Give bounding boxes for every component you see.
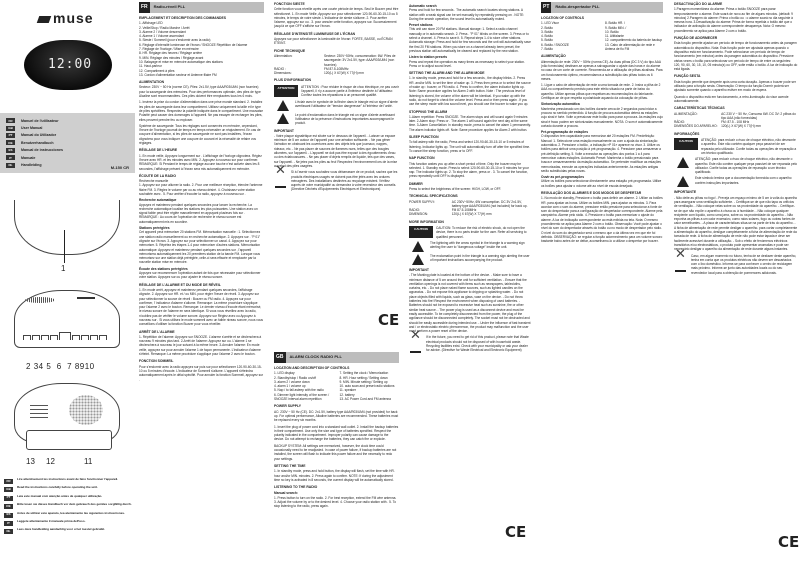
crossed-bin-icon — [274, 170, 288, 188]
section-title: Radio-réveil PLL — [153, 4, 186, 10]
caution-label-icon: CAUTION — [674, 138, 698, 150]
heading: TECHNICAL SPECIFICATIONS — [409, 194, 458, 199]
weee-notice: ✕ Caso, em algum momento no futuro, tenha de se desfazer deste aparelho, tenha em conta que os produtos eléctricos não devem ser descartados com o lixo doméstico. Informe-se para conhecer o centro de reciclagem mais próximo. Informe-se junto das autoridades locais ou do seu revendedor local para a obtenção de pormenores adicionais. — [674, 254, 798, 275]
exclamation-warning: Este símbolo lembra que a documentação fornecida com o aparelho contém instruções importantes. — [674, 176, 798, 187]
paragraph: This unit can store 20 FM stations. Manual storage: 1. Select a radio channel manually or in automatic search. 2. Press . "P 01" blinks on the screen. 3. Press or to select a channel. 4. Press to save it. 5. Repeat steps 1-4 to store other stations. Automatic storage: Press and hold for few seconds and the unit will automatically save the first 20 FM stations. When you store on a channel already been preset, the previous station will automatically be cleared and replaced by the new station. — [409, 27, 531, 53]
warning-lightning-icon — [277, 100, 289, 111]
paragraph: Pour s'endormir avec la radio appuyez sur puis sur pour sélectionner 120-90-60-30-15-10 ou 5 minutes d'écoute. L'indicateur de Sommeil s'allume. L'appareil s'éteindra automatiquement après le délai spécifié. Pour annuler la fonction Sommeil, appuyez sur . — [139, 364, 264, 382]
heading: DESACTIVAÇÃO DO ALARME — [674, 2, 723, 6]
gb-section — [274, 352, 399, 509]
paragraph: - Não deite as pilhas no fogo! - Preveja um espaço mínimo de 5 cm à volta do aparelho para assegurar uma ventilação suficiente. - Certifique-se de que não tapa os orifícios de ventilação. - Não coloque velas sobre ou na proximidade do aparelho. - Certifique-se de que não expõe o aparelho à chuva ou à humidade. - Não coloque qualquer recipiente com líquido, como uma jarra, sobre ou na proximidade do aparelho. - Não exponha as pilhas a um calor excessivo, como raios solares, fogo ou outras fontes de calor semelhantes. - A placa de características situa-se na parte de trás do aparelho. - A ficha de alimentação de rede permite desligar o aparelho. para cortar completamente a alimentação do aparelho, desligue completamente a ficha de alimentação de rede da tomada de rede. A ficha de alimentação de rede não pode estar tapada e deve ser facilmente acessível durante a utilização. - Sob o efeito de fenómenos eléctricos transitórios e/ou electrostáticos, o produto pode apresentar anomalias e pode ser necessário desligar o aparelho da alimentação de rede durante alguns instantes. — [674, 195, 798, 252]
instruction-item: GB Read the instructions carefully before operating the unit. — [4, 486, 132, 492]
exclamation-warning: The exclamation point in the triangle is a warning sign alerting the user of important instructions accompanying the product. — [409, 254, 531, 265]
slot-icon — [77, 297, 95, 299]
heading: FONCTION SIESTE — [274, 2, 305, 6]
subheading: Écoute des stations préréglées — [139, 266, 188, 271]
flag-icon: IT — [6, 155, 15, 160]
subheading: Sintonização automática — [541, 102, 580, 107]
paragraph: Utilize os botões para seleccionar directamente uma estação pré-programada. Utilize os botões para ajustar o volume até ao nível de escuta desejado. — [541, 179, 662, 188]
crossed-bin-icon — [409, 335, 423, 353]
language-label: Manuel de l'utilisateur — [21, 118, 59, 123]
heading: LOCATION AND DESCRIPTION OF CONTROLS — [274, 366, 350, 370]
controls-list: 1. LED display 2. Standby/stop / Radio on/off 3. alarm 2 / volume down 4. alarm 1 / volume up 5. Nap / to fall asleep with the radio 6. Dimmer light intensity of the screen / SNOOZE interval alarm repetition 7. Setting the clock / Memorization 8. HR. Hour setting / Setting down 9. MIN. Minute setting / Setting up 10. auto scan and preset radio stations 11. speaker 12. battery 13. AC Power Cord and FM antenna — [274, 371, 395, 402]
language-label: Manual de instrucciones — [21, 148, 63, 153]
paragraph: 1. No modo de standby, Pressione o botão para definir um alarme. 2. Utilize os botões HR. para ajustar as horas. Utilize os botões MIN. para ajustar os minutos. 3. Para acordar com o som do alarme, pressione então pressione para seleccionar a fonte de som do despertador para a configuração de despertador correspondente. Alarme pela campainha. Alarme pelo rádio. 4. Pressione o botão para memorizar o ajuste do alarme. A luz de indicação correspondente ao está exibida na tela. Nota: O mesmo procedimento se aplica para Alarme 2 com o botão. Observação: Você pode ajustar o nível do som do despertador através do botão ou no modo de despertador pelo rádio. O nível do som do despertador será o mesmo que o da última vez em que ele foi definido. OBSERVAÇÃO: se regular a função adormecimento para um volume sonoro bastante baixo antes de se deitar, aconselhamo-lo a utilizar o despertar por buzzer. — [541, 196, 663, 244]
vent-icon — [30, 405, 48, 419]
flag-icon: NL — [4, 529, 13, 534]
callout-number: 1 — [61, 264, 66, 273]
flag-icon: DE — [6, 140, 15, 145]
ce-mark-icon: CE — [505, 523, 527, 541]
heading: RÉGLAGE DE L'ALARME ET DU MODE DE RÉVEIL — [139, 282, 221, 287]
flag-icon: GB — [6, 126, 15, 131]
heading: LOCATION OF CONTROLS — [541, 16, 585, 20]
controls-list: 1. Affichage LED 2. Veille/Stop / Radio Marche / Arrêt 3. Alarme 2 / Volume descendant 4. Alarme 1 / Volume ascendant 5. Sieste / Sommeil (pour s'endormir avec la radio) 6. Réglage d'intensité lumineuse de l'écran / SNOOZE Répétition de l'alarme 7. Réglage de l'horloge / Mise en mémoire 8. HR. Réglage des heures / Réglage arrière 9. MIN. Réglage des minutes / Réglage avant 10. Balayage et mise en mémoire automatique des stations 11. Haut-parleur 12. Compartiment à piles 13. Cordon d'alimentation secteur et Antenne filaire FM — [139, 21, 248, 77]
paragraph: - The Marking plate is located at the bottom of the device. - Make sure to have a minimum distance of 5 cm around the unit for sufficient ventilation. - Ensure that the ventilation openings is not covered with items such as newspapers, tablecloths, curtains, etc. - Do not place naked flame sources, such as lighted candles on the apparatus. - Do not expose this appliance to dripping or splashing water. - Do not place objects filled with liquids, such as glass, vase on the device. - Do not throw batteries into fire! Respect the environment when disposing of used batteries. - Batteries should not be exposed to excessive heat such as sunshine, fire or other similar heat source. - The power plug is used as a disconnect device and must be easily accessible. To be completely disconnected from the power, the plug of the appliance should be disconnected completely. The socket must not be obstructed and should be easily accessible during intended use. - Under the influence of fast transient and / or electrostatic electric phenomenon, the product may malfunction and the user must perform a power reset of the device. — [409, 273, 531, 334]
flag-icon: GB — [274, 352, 286, 363]
battery-compartment — [26, 430, 112, 450]
paragraph: 1- Répétition de l'alarme: Appuyez sur SNOOZE. L'alarme s'arrête et se déclenchera à nouveau 9 minutes plus tard. 2-Arrêt de l'alarme: Appuyez sur ou. L'alarme 1 se déclenchera à nouveau le jour suivant à la même heure. 3-Annuler l'alarme: En mode veille, appuyez sur pour annuler l'alarme 1 de façon permanente. L'indicateur d'alarme s'éteint. Remarque: La même procédure s'applique pour l'alarme 2 avec le bouton. — [139, 334, 262, 357]
paragraph: 1. In standby mode, press and hold for a few seconds , the display blinks. 2. Press HR. and/or MIN. to set the time of wake up. 3. Press then press or to select the source of wake up : buzzer, or FM radio. 4. Press to confirm, the alarm indicator lights up. Note: Same procedure applies for Alarm 2 with button. Note : The previous level of listening is stored, the volume of the alarm will be identical. If you wake up with the radio, do not forget to check the volume level. Press and or then press again . If you use the sleep mode with low sound level, you should use the buzzer to wake you up. — [409, 76, 531, 107]
paragraph: Système de sauvegarde: Tous les réglages sont conservés en mémoire, cependant, l'heure de l'horloge pourrait de temps en temps nécessiter un réajustement. En cas de coupure d'alimentation, si les piles de sauvegarde ne sont pas installées, l'écran clignotera pour vous indiquer une coupure de courant et la nécessité de refaire vos réglages. — [139, 123, 261, 146]
instruction-item: ES Antes de utilizar este aparato, lea atentamente las siguientes instrucciones. — [4, 512, 132, 518]
paragraph: 1. In standby mode, press and hold button, the display will flash, set the time with HR. hour and/or MIN. minutes. 2. Press again to confirm. NOTE: If during the adjustment time no key is activated in 8 seconds, the current display will be automatically stored. — [274, 469, 395, 482]
paragraph: Appuyez sur pour sélectionner la luminosité de l'écran: FORTE, BASSE, ou ÉCRAN ÉTEINT. — [274, 37, 393, 46]
caution-label-icon: ATTENTION — [274, 85, 298, 97]
instruction-item: IT Leggete attentamente il manuale prima dell'uso. — [4, 520, 132, 526]
callout-number: 11 — [84, 457, 93, 466]
heading: FICHE TECHNIQUE — [274, 48, 306, 53]
paragraph: 1. Ligue o cabo de alimentação de rede a uma tomada de rede. 2. Insira a pilha de 2 AAA no compartimento previsto para este efeito situado na parte de baixo do aparelho. Utilize apenas pilhas que respeitam as recomendações do fabricante. Certifique-se de que respeita a polaridade aquando da colocação de pilhas. — [541, 83, 661, 101]
subheading: Stations préréglées — [139, 226, 170, 231]
flag-icon: FR — [6, 118, 15, 123]
instruction-item: NL Lees deze handleiding aandachtig voor u het toestel gebruikt. — [4, 528, 132, 534]
flag-icon: ES — [4, 513, 13, 518]
paragraph: BACKUP SYSTEM: All settings are memorized, however, the clock time could occasionally need to be readjusted. In case of power failure, if backup batteries are not installed, the screen will flash to indicate this power failure and the necessity to redo your settings. — [274, 443, 397, 461]
section-title: ALARM CLOCK RADIO PLL — [289, 354, 342, 360]
warning-exclamation-icon — [677, 176, 689, 187]
product-photo — [24, 40, 112, 90]
paragraph: 1. Press button to turn on the radio. 2. For best reception, extend the FM wire antenna. 3. Adjust the volume by or to the desired level. 4. Choose your radio station with . 5. To stop listening to the radio, press again. — [274, 495, 397, 509]
paragraph: 1. Appuyez sur pour allumer la radio. 2. Pour une meilleure réception, étendre l'antenne filaire FM. 3. Réglez le volume par ou au niveau désiré. 4. Choisissez votre station souhaitée avec . 5. Pour arrêter d'écouter la radio, appuyez à nouveau sur . — [139, 183, 263, 196]
pt-column-1 — [537, 0, 667, 567]
heading: POWER SUPPLY — [274, 404, 302, 409]
spec-table: ALIMENTAÇÃO: AC 230 V ~ 50 Hz, Consumo 6W. DC 3V: 2 pilhas do tipo AAA (não fornecidas) RÁDIO: FM: 87.5 - 108 MHz DIMENSÕES DO APARELHO: 120(L) X 67(W) X 77(H) mm — [674, 111, 796, 129]
flag-icon: FR — [4, 479, 13, 484]
paragraph: 1-Alarm repetition: Press SNOOZE. The alarm stops and will sound again 9 minutes later. 2-Alarm stop: Press or . The alarm 1 will sound again the next day at the same time. 3-Alarm Cancellation: In standby mode, press to cancel the alarm 1 permanently. The alarm indicator lights off. Note: Same procedure applies for Alarm 2 with button. — [409, 114, 531, 132]
subheading: Manual search: — [274, 491, 299, 496]
heading: ALIMENTATION — [139, 80, 165, 85]
paragraph: Secteur: 230V ~ 50 Hz (norme CE). Piles: 2x1.5V, type AAA/R03/UM4 (non fournies) pour la sauvegarde des mémoires. Pour des performances optimale, des piles de type Alcaline sont recommandées. Ces piles doivent être remplacées tous les 6 mois. — [139, 85, 261, 99]
fr-column-1 — [135, 0, 268, 567]
paragraph: - Votre plaque signalétique est située sur le dessous de l'appareil. - Laisser un espace minimum de 5 cm autour de l'appareil pour une aération suffisante. - Ne pas gêner l'aération en obstruant les ouvertures avec des objets tels que journaux, nappes, rideaux, etc. - Ne pas placer de sources de flammes nues, telles que des bougies allumées, sur l'appareil. - L'appareil ne doit pas être exposé à des égouttements d'eau ou des éclaboussures. - Ne pas placer d'objets remplis de liquide, tels que des vases, sur l'appareil. - Ne jetez pas les piles au feu! Respectez l'environnement lors de la mise au rebut des piles usagées. — [274, 133, 398, 168]
flag-icon: NL — [6, 163, 15, 168]
diagram-top-view — [14, 290, 120, 348]
heading: INFORMAÇÕES — [674, 131, 700, 136]
language-label: Manual do Utilizador — [21, 133, 57, 138]
logo-mark-icon — [37, 16, 52, 23]
caution-block: ATTENTION ATTENTION : Pour réduire le risque de choc électrique, ne pas ouvrir l'appareil, il n'y a aucune partie à l'intérieur destinée à l'utilisateur. Confiez toutes les réparations à un personnel qualifié. — [274, 85, 399, 98]
heading: FONCTION SOMMEIL — [139, 359, 174, 364]
heading: ALIMENTAÇÃO — [541, 54, 566, 59]
flag-icon: PT — [4, 496, 13, 501]
heading: CARACTERÍSTICAS TÉCNICAS — [674, 106, 725, 111]
subheading: Automatic search — [409, 4, 437, 8]
paragraph: 1. En mode arrêt, appuyez et maintenez pendant quelques secondes, l'affichage clignote. 2. Appuyez sur HR. et / ou MIN. pour régler l'heure de réveil. 3. Appuyez sur pour sélectionner la source de réveil : Buzzer ou FM radio. 4. Appuyez sur pour confirmer, l' indicateur d'alarme s'allume. Remarque: La même procédure s'applique pour l'alarme 2 avec le bouton. Remarque: Le dernier niveau d'écoute étant mémorisé, le niveau sonore de l'alarme en sera identique. Si vous vous réveillez avec la radio, n'oubliez pas de vérifier le volume sonore. Appuyez sur Réglez avec ou Appuyez à nouveau sur . Si vous utilisez le mode sommeil avec un faible niveau sonore, nous vous conseillons d'utiliser la fonction Buzzer pour vous réveiller. — [139, 287, 264, 327]
instruction-item: PT Leia este manual com atenção antes de qualquer utilização. — [4, 495, 132, 501]
pt-column-2 — [670, 0, 802, 567]
language-item — [6, 132, 129, 139]
paragraph: Appuyez sur recommencer l'opération autant de fois que nécessaire pour sélectionner votre station. Appuyez sur ou pour ajuster le niveau sonore. — [139, 271, 261, 280]
flag-icon: ES — [6, 148, 15, 153]
paragraph: 1. Insert the plug of power cord into a standard wall outlet. 2. Install the backup batteries in their compartment. Use only the size and type of batteries specified. Respect the polarity indicated in the compartment. Improper polarity can cause damage to the device. Do not attempt to recharge the batteries, they can catch fire or explode. — [274, 424, 399, 442]
heading: FUNÇÃO DE ADORMECER — [674, 36, 718, 41]
heading: REGULAÇÃO DOS ALARMES E DOS MODOS DE DESPERTAR — [541, 190, 642, 195]
paragraph: Press and hold for few seconds . The automatic search locates strong stations. A station with a weak signal can be set manually by repeatedly pressing on . NOTE: During the search operation, the sound level is automatically muted. — [409, 8, 525, 21]
instruction-item: FR Lire attentivement les instructions avant de faire fonctionner l'appareil. — [4, 478, 132, 484]
callout-number: 13 — [26, 457, 35, 466]
warning-lightning-icon — [677, 157, 689, 168]
paragraph: This function wakes you up after a short period of time. Only the buzzer may be selected. 1. Standby mode. Press to select 120-90-60-30-15-10 or 5 minutes for your nap. The indicator lights up. 2. To stop the alarm, press or . 3. To cancel the function, press repeatedly until OFF is displayed. — [409, 161, 529, 179]
paragraph: 1. Insérez la prise du cordon d'alimentation dans une prise murale standard. 2. Installez les piles de sauvegarde dans leur compartiment. Utilisez uniquement la taille et le type de piles spécifiées. Respectez la polarité indiquée dans le compartiment. Une mauvaise Polarité peut causer des dommages à l'appareil. Ne pas essayer de recharger les piles, elles peuvent prendre feu ou exploser. — [139, 100, 264, 122]
caution-label-icon: CAUTION — [409, 226, 433, 238]
flag-icon: FR — [139, 2, 150, 13]
flag-icon: PT — [541, 2, 551, 13]
paragraph: Esta função permite que desperte após uma curta duração. Apenas o buzzer pode ser utilizado para a função sesta. Observação: O tempo da função Dormir poderá ser ajustado somente quando o aparelho estiver em modo de espera. — [674, 79, 796, 93]
callout-number: 12 — [46, 457, 55, 466]
subheading: Listen to station presets — [409, 55, 448, 60]
heading: RÉGLAGE DE L'HEURE — [139, 148, 178, 153]
language-label: Benutzerhandbuch — [21, 140, 54, 145]
paragraph: To fall asleep with the radio, Press and select 120-90-60-30-15-10 or 5 minutes of listening. Indicator lights up. The unit will automatically turn off after the specified time. To cancel the sleep function, press or to OFF. — [409, 140, 531, 153]
lightning-warning: ATENÇÃO: para reduzir o risco de choque eléctrico, não desmonte o aparelho. Este não contém qualquer peça passível de ser reparada pelo utilizador. Confie todas as operações de reparação a um técnico qualificado. — [674, 157, 798, 174]
paragraph: Mantenha pressionado um dos botões durante cerca de 2 segundos para iniciar a procura no sentido pretendido. A função de procura automática deterá as estações cujo sinal é forte. Volte a pressionar este botão para parar a procura. As estações cujo sinal é fraco podem ser sintonizadas manualmente. NOTA: O som é automaticamente cortado durante a procura. — [541, 106, 663, 128]
fr-gb-column — [270, 0, 403, 567]
section-title: Rádio-despertador PLL — [555, 4, 600, 10]
language-item — [6, 154, 129, 161]
controls-list: 1. LED Visor 2. Botão 3. Botão 4. Botão 5. Botão 6. Botão / SNOOZE 7. Botão 8. Botão HR. / 9. Botão MIN. / 10. Botão 11. Altifalante 12. compartimento da bateria de backup 13. Cabo de alimentação de rede e Antena de fio FM — [541, 21, 663, 52]
subheading: Pré-programação de estações — [541, 130, 589, 135]
heading: ÉCOUTE DE LA RADIO — [139, 173, 176, 178]
heading: IMPORTANT — [409, 267, 429, 272]
paragraph: 1. En mode veille, Appuyez longuement sur . L'affichage de l'horloge clignotera. Réglez l'heure avec HR. et les minutes avec MIN. 2. Appuyez à nouveau sur pour confirmer. REMARQUE: Si Pendant le temps de réglage aucune touche n'est activée dans les 8 secondes, l'affichage présent à l'écran sera mis automatiquement en mémoire. — [139, 153, 262, 171]
diagram-front-view — [14, 200, 120, 255]
lightning-warning: L'éclair avec le symbole de la flèche dans le triangle est un signe d'alerte avertissant l'utilisateur de "tension dangereuse" à l'intérieur de l'unité. — [274, 100, 399, 111]
gb-column — [405, 0, 535, 567]
language-item — [6, 117, 129, 124]
heading: STOPPING THE ALARM — [409, 109, 448, 114]
model-number: M-150 CR — [110, 165, 129, 170]
ce-mark-icon: CE — [378, 311, 400, 329]
heading: NAP FUNCTION — [409, 156, 435, 161]
ce-mark-icon: CE — [778, 533, 800, 551]
heading: RÉGLAGE D'INTENSITÉ LUMINEUSE DE L'ÉCRAN — [274, 31, 356, 36]
warning-lightning-icon — [412, 241, 424, 252]
section-banner-gb — [274, 352, 399, 363]
paragraph: Press to select the brightness of the screen: HIGH, LOW, or OFF. — [409, 186, 502, 191]
language-item — [6, 139, 129, 146]
subheading: Recherche automatique — [139, 198, 177, 203]
language-label: User Manual — [21, 126, 43, 131]
paragraph: Quando o dispositivo está em funcionamento, a retro-iluminação do visor acende automaticamente. — [674, 94, 789, 103]
paragraph: Press and repeat the operation as many times as necessary to select your station. Press or to adjust sound level. — [409, 59, 525, 68]
language-list — [0, 113, 135, 173]
heading: SETTING THE TIME — [274, 463, 306, 468]
callout-line — [64, 230, 65, 263]
section-banner-pt — [541, 2, 663, 13]
language-label: Manuale — [21, 155, 36, 160]
heading: FUNÇÃO SESTA — [674, 74, 701, 79]
subheading: Ouvir as pré-programações — [541, 175, 585, 180]
callout-numbers-top: 2 34 5 6 7 8910 — [26, 362, 95, 371]
speaker-icon — [69, 395, 103, 425]
paragraph: O dispositivo tem capacidade para memorizar até 20 estações FM. Predefinição Manual: 1. Seleccione uma estação manualmente ou com a ajuda da sintonização automática. 2. Pressione o botão , a indicação «P 01» aparece no visor. 3. Utilize os botões para atribuir uma posição à pré-programação. 4. Pressione para armazenar a pré-definição setting. 5. Volte a executar as operações dos pontos 1 a 4 para memorizar outras estações. Automatic Preset: Mantenha o botão pressionado para busca e armazenamento da estação automático. Se pretender modificar as estações memorizadas, execute as operações indicadas anteriormente. As estações antigas serão substituídas pelas novas. — [541, 134, 661, 173]
language-label: Handleiding — [21, 163, 42, 168]
spec-table: POWER SUPPLY: AC 230V~50Hz, 6W consumption. DC 3V 2x1.5V, battery type AAA/R03/UM4 (not included) for back up. RADIO: FM 87.5-108MHz DIMENSION: 120(L) X 67(W) X 77(H) mm — [409, 199, 528, 217]
section-banner-fr — [139, 2, 264, 13]
crossed-bin-icon — [674, 254, 688, 272]
caution-block: CAUTION ATENÇÃO: para reduzir o risco de choque eléctrico, não desmonte o aparelho. Este não contém qualquer peça passível de ser reparada pelo utilizador. Confie todas as operações de reparação a um técnico qualificado. — [674, 138, 798, 155]
weee-notice: ✕ Si à l'avenir vous souhaitez vous débarrasser de ce produit, sachez que les produits électriques usagés ne doivent pas être jetés avec les ordures ménagères. Des installations destinées au recyclage existent. Vérifiez auprès de votre municipalité ou demandez à votre revendeur des conseils. (Directive Déchets d'Equipements Electriques et Electroniques) — [274, 170, 399, 191]
warning-exclamation-icon — [412, 254, 424, 265]
subheading: Recherche manuelle — [139, 179, 169, 184]
caution-block: CAUTION CAUTION: To reduce the risk of electric shock, do not open the device, there is no parts inside for the user. Refer all servicing to qualified personnel. — [409, 226, 531, 239]
heading: ARRÊT DE L'ALARME — [139, 329, 175, 334]
heading: EMPLACEMENT ET DESCRIPTION DES COMMANDES — [139, 16, 227, 20]
heading: PLUS D'INFORMATION — [274, 78, 311, 83]
spec-table: Alimentation: Secteur: 230V~50Hz, consommation: 6W. Piles de sauvegarde: 3V 2x1.5V, type: AAA/R03/UM4 (non fournies) RADIO : FM 87.5-108MHz Dimensions: 120(L) X 67(W) X 77(H) mm — [274, 53, 396, 76]
paragraph: 1.Paragem momentânea do alarme: Prima o botão SNOOZE para parar temporariamente o alarme. Este soará de novo ao fim de alguns minutos. (default: 9 minutos) 2.Paragem do alarme: Prima o botão ou : o alarme soará no dia seguinte à mesma hora. 3.Desactivação do alarme: Prima de forma repetida o botão até que o indicador de activação do alarme correspondente desapareça. Nota: O mesmo procedimento se aplica para Alarme 2 com o botão. — [674, 7, 793, 33]
speaker-grille-icon — [25, 297, 55, 303]
flag-icon: DE — [4, 504, 13, 509]
flag-icon: IT — [4, 521, 13, 526]
heading: MORE INFORMATION — [409, 219, 444, 224]
heading: LISTENING TO THE RADIO — [274, 485, 318, 490]
flag-icon: GB — [4, 487, 13, 492]
warning-exclamation-icon — [277, 113, 289, 124]
heading: SLEEP FUNCTION — [409, 135, 439, 140]
lightning-warning: The lightning with the arrow symbol in the triangle is a warning sign alerting the user to "dangerous voltage" inside the unit. — [409, 241, 531, 252]
cover-page — [0, 0, 135, 567]
weee-notice: ✕ If in the future, you need to get rid of this product, please note that Waste electrical products should not be disposed of with household waste. Recycling facilities exist. Check with your municipality or ask your dealer for advice. (Directive for Waste Electrical and Electronic Equipment) — [409, 335, 531, 353]
button-row — [23, 335, 107, 340]
instruction-item: DE Bitte lesen sie dieses Handbuch vor dem gebrauch des gerätes sorgfältig durch. — [4, 503, 132, 509]
read-instructions-list — [4, 478, 132, 537]
paragraph: Alimentação de rede: 230V ~ 50Hz (norma CE). As duas pilhas (DC 3 V) do tipo AAA (não fornecidas) destinam-se apenas a salvaguardar o ajuste das horas e do alarme no caso de um corte de corrente. Recomenda-se a utilização de pilhas alcalinas. Para um funcionamento óptimo, recomendamos a substituição das pilhas todos os 6 meses. — [541, 59, 663, 81]
heading: IMPORTANT — [274, 128, 294, 133]
paragraph: AC: 230V ~ 50 Hz (CE). DC: 2x1.5V, battery type AAA/R03/UM4 (not provided) for back up. For optimal performance, Alkaline batteries are recommended. These batteries must be replaced every six months. — [274, 409, 399, 423]
paragraph: Cette fonction vous réveille après une courte période de temps. Seul le Buzzer peut être sélectionné. 1. En mode Veille, Appuyez sur pour sélectionner 120-90-60-30-15-10 ou 5 minutes, le temps de votre sieste. L'indicateur de sieste s'allume. 2. Pour arrêter l'alarme, appuyez sur ou . 3. pour annuler cette fonction, appuyez sur. Successivement jusqu'à ce que OFF s'affiche sur l'écran. — [274, 7, 399, 29]
language-item — [6, 147, 129, 154]
language-item — [6, 124, 129, 131]
subheading: Preset stations — [409, 23, 433, 28]
heading: DIMMER — [409, 181, 423, 186]
heading: SETTING THE ALARM AND THE ALARM MODE — [409, 71, 485, 76]
paragraph: Appuyez et maintenez pendant quelques secondes pour lancer la recherche. La recherche automatique localise les stations les plus puissantes. Une station avec un signal faible peut être réglée manuellement en appuyant plusieurs fois sur . REMARQUE : Au cours de l'opération de recherche le niveau sonore est automatiquement mis en sourdine. — [139, 202, 258, 224]
brand-logo: muse — [38, 10, 94, 26]
paragraph: Cet appareil peut mémoriser 20 stations FM. Mémorisation manuelle : 1. Sélectionnez une station radio manuellement ou en recherche automatique. 2. Appuyez sur . "P 01" clignote sur l'écran. 3. Appuyez sur pour sélectionner un canal. 4. Appuyez sur pour mémoriser. 5. Répétez les étapes 1-4 pour mémoriser d'autres stations. Mémorisation automatique: Appuyez et maintenez pendant quelques secondes sur , l'appareil mémorisera automatiquement les 20 premières station de la bande FM. Lorsque vous mémorisez sur une station déjà préréglée, celle-ci sera effacée et remplacée par la nouvelle station mise en mémoire. — [139, 230, 261, 265]
heading: IMPORTANTE — [674, 190, 697, 195]
paragraph: Esta função permite ajustar um período de tempo de funcionamento antes da paragem automática do dispositivo. Nota: Esta função pode ser ajustada apenas quando o dispositivo está em funcionamento. Pode seleccionar um período de tempo de funcionamento (em minutos) antes da paragem automática do dispositivo. Pressione várias vezes o botão para seleccionar um período de tempo de entre os seguintes: 120, 90, 60, 30, 15, 10, 05 minuto(s) ou OFF, solte então o botão. A luz de indicação do está ligada. — [674, 41, 798, 72]
clock-display: 12:00 — [48, 57, 93, 72]
flag-icon: PT — [6, 133, 15, 138]
exclamation-warning: Le point d'exclamation dans le triangle est un signe d'alerte avertissant l'utilisateur de la présence d'instructions importantes accompagnant le produit. — [274, 113, 399, 126]
